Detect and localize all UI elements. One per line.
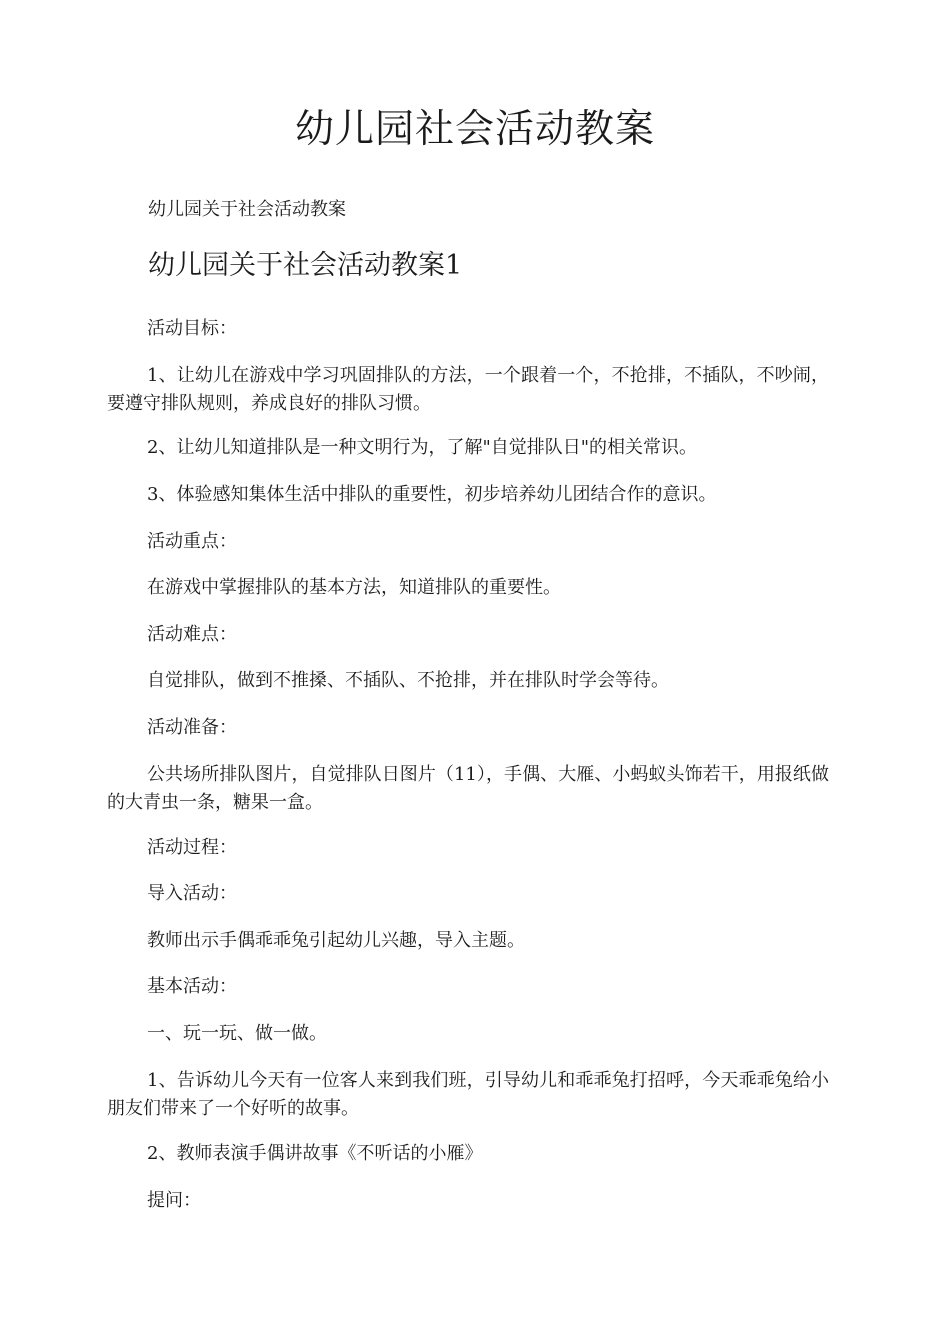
label-activity-goals: 活动目标： <box>147 318 237 339</box>
goal-item-3: 3、体验感知集体生活中排队的重要性，初步培养幼儿团结合作的意识。 <box>147 484 717 505</box>
label-activity-difficulty: 活动难点： <box>147 624 237 645</box>
label-activity-focus: 活动重点： <box>147 531 237 552</box>
label-activity-preparation: 活动准备： <box>147 717 237 738</box>
label-questions: 提问： <box>147 1190 201 1211</box>
label-activity-process: 活动过程： <box>147 837 237 858</box>
intro-activity-text: 教师出示手偶乖乖兔引起幼儿兴趣，导入主题。 <box>147 930 525 951</box>
basic-activity-part-1: 一、玩一玩、做一做。 <box>147 1023 327 1044</box>
section-heading: 幼儿园关于社会活动教案1 <box>148 250 463 281</box>
goal-item-2: 2、让幼儿知道排队是一种文明行为，了解"自觉排队日"的相关常识。 <box>147 437 698 458</box>
label-intro-activity: 导入活动： <box>147 883 237 904</box>
activity-preparation-text: 公共场所排队图片，自觉排队日图片（11），手偶、大雁、小蚂蚁头饰若干，用报纸做的大青虫一条，糖果一盒。 <box>107 764 829 813</box>
basic-activity-step-1: 1、告诉幼儿今天有一位客人来到我们班，引导幼儿和乖乖兔打招呼，今天乖乖兔给小朋友们带来了一个好听的故事。 <box>107 1070 829 1119</box>
basic-activity-step-2: 2、教师表演手偶讲故事《不听话的小雁》 <box>147 1143 483 1164</box>
label-basic-activity: 基本活动： <box>147 976 237 997</box>
document-subtitle: 幼儿园关于社会活动教案 <box>148 199 346 220</box>
activity-focus-text: 在游戏中掌握排队的基本方法，知道排队的重要性。 <box>147 577 561 598</box>
document-title: 幼儿园社会活动教案 <box>294 107 655 152</box>
activity-difficulty-text: 自觉排队，做到不推搡、不插队、不抢排，并在排队时学会等待。 <box>147 670 669 691</box>
goal-item-1: 1、让幼儿在游戏中学习巩固排队的方法，一个跟着一个，不抢排，不插队，不吵闹，要遵守排队规则，养成良好的排队习惯。 <box>107 365 829 414</box>
